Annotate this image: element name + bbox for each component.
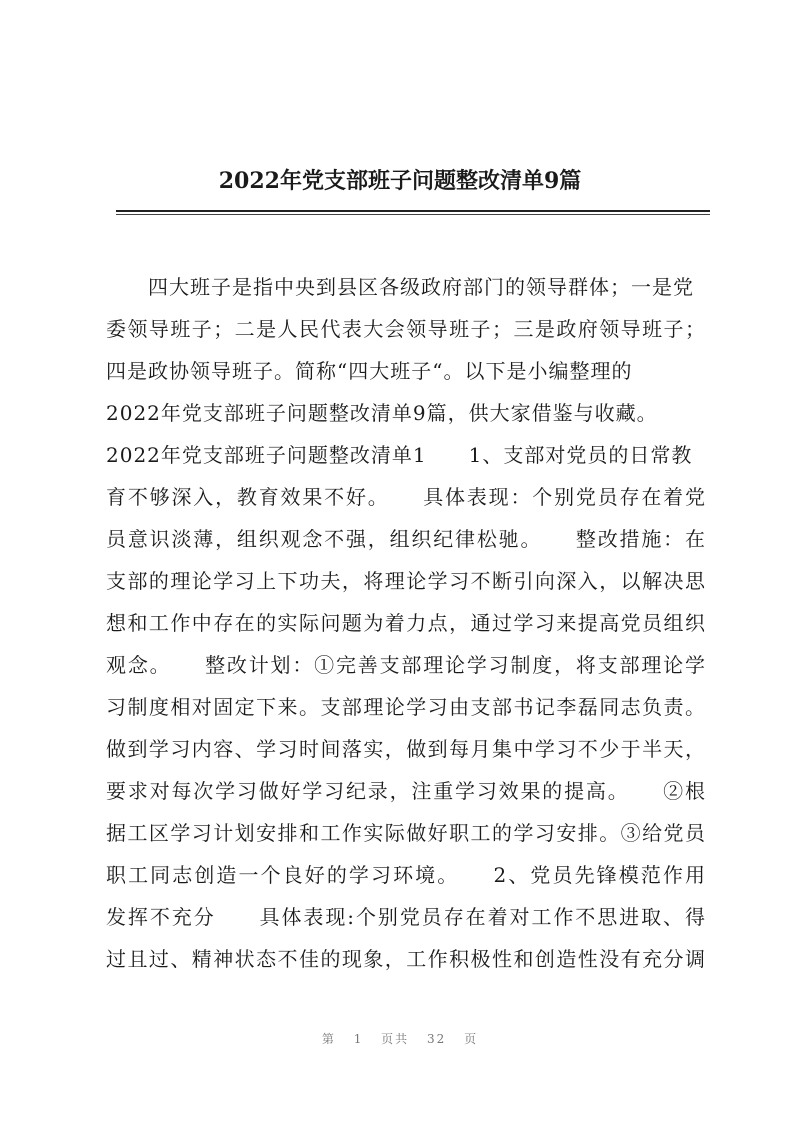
body-line: 职工同志创造一个良好的学习环境。 2、党员先锋模范作用 [106, 863, 706, 887]
body-line: 观念。 整改计划：①完善支部理论学习制度，将支部理论学 [106, 653, 706, 677]
body-line: 2022年党支部班子问题整改清单1 1、支部对党员的日常教 [106, 443, 693, 467]
footer-prefix: 第 [321, 1032, 336, 1046]
body-line: 过且过、精神状态不佳的现象，工作积极性和创造性没有充分调 [106, 947, 706, 971]
body-line: 想和工作中存在的实际问题为着力点，通过学习来提高党员组织 [106, 611, 706, 635]
footer-suffix: 页 [464, 1032, 479, 1046]
body-line: 习制度相对固定下来。支部理论学习由支部书记李磊同志负责。 [106, 695, 706, 719]
title-rule-thin [116, 214, 710, 215]
body-line: 发挥不充分 具体表现:个别党员存在着对工作不思进取、得 [106, 905, 706, 929]
body-line: 员意识淡薄，组织观念不强，组织纪律松驰。 整改措施：在 [106, 527, 706, 551]
body-line: 育不够深入，教育效果不好。 具体表现：个别党员存在着党 [106, 485, 706, 509]
body-line: 委领导班子；二是人民代表大会领导班子；三是政府领导班子； [106, 317, 706, 341]
document-title: 2022年党支部班子问题整改清单9篇 [218, 168, 582, 194]
body-line: 要求对每次学习做好学习纪录，注重学习效果的提高。 ②根 [106, 779, 706, 803]
body-line: 做到学习内容、学习时间落实，做到每月集中学习不少于半天， [106, 737, 706, 761]
body-line: 2022年党支部班子问题整改清单9篇，供大家借鉴与收藏。 [106, 401, 658, 425]
body-line: 四是政协领导班子。简称“四大班子“。以下是小编整理的 [106, 359, 633, 383]
body-line: 四大班子是指中央到县区各级政府部门的领导群体；一是党 [106, 275, 694, 299]
page-footer [0, 1030, 800, 1047]
footer-middle: 页共 [381, 1032, 410, 1046]
footer-current-page: 1 [353, 1032, 364, 1046]
footer-total-pages: 32 [427, 1032, 447, 1046]
title-rule-thick [116, 210, 710, 212]
body-line: 支部的理论学习上下功夫，将理论学习不断引向深入，以解决思 [106, 569, 706, 593]
body-line: 据工区学习计划安排和工作实际做好职工的学习安排。③给党员 [106, 821, 706, 845]
